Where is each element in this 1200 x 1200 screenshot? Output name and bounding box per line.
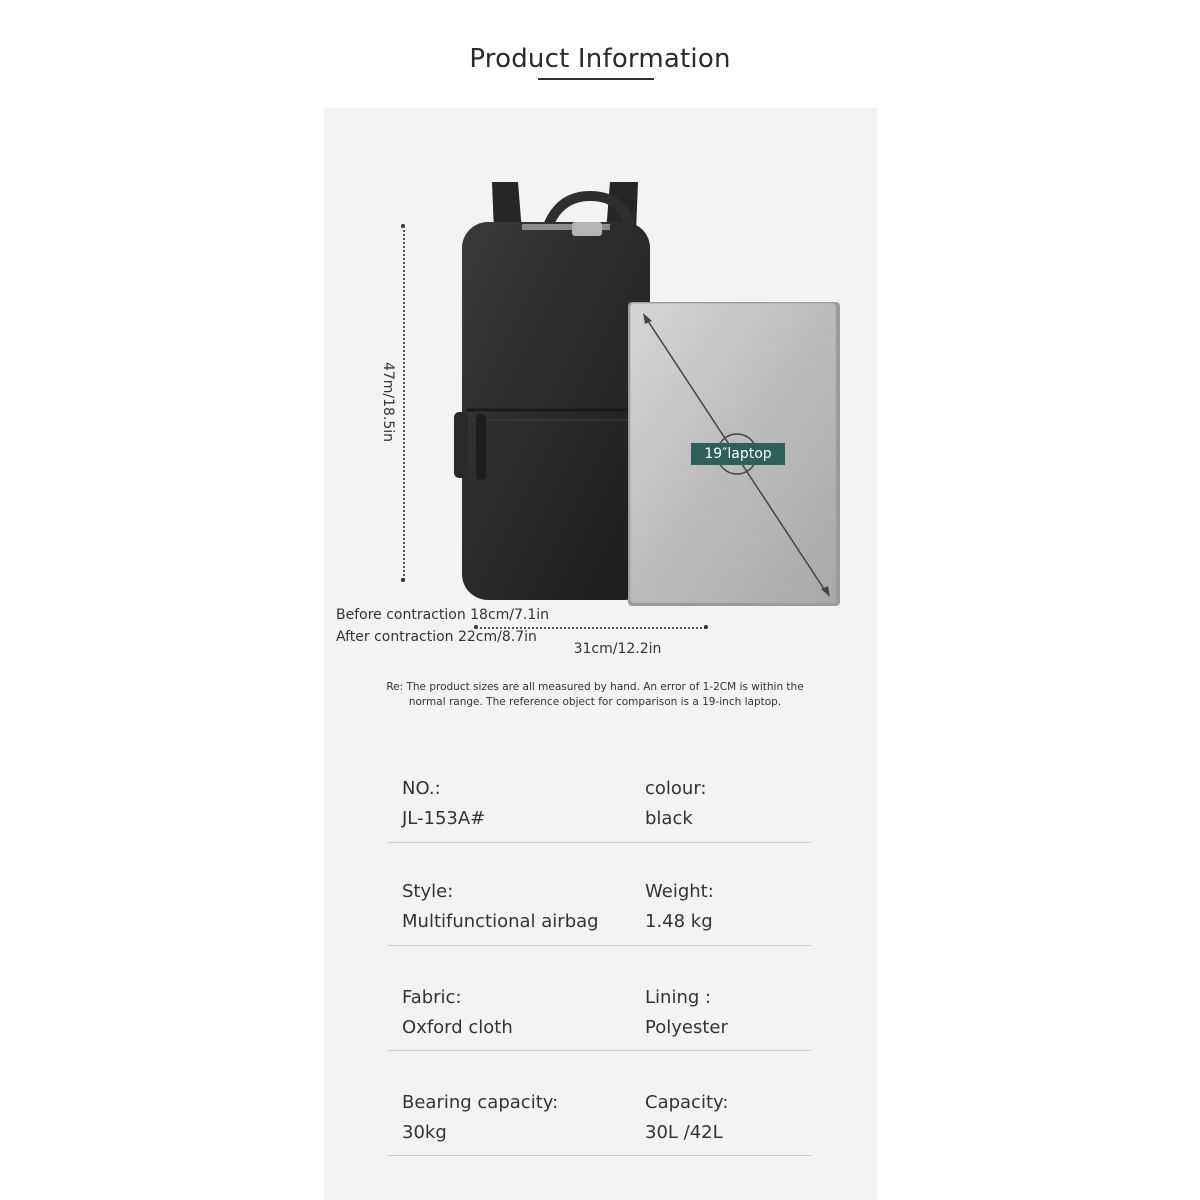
- height-dimension-line: [403, 226, 405, 580]
- spec-value-style: Multifunctional airbag: [402, 911, 599, 932]
- spec-divider: [388, 945, 811, 946]
- spec-value-no: JL-153A#: [402, 808, 486, 829]
- spec-label-weight: Weight:: [645, 881, 714, 902]
- width-right-marker: [704, 625, 708, 629]
- spec-label-no: NO.:: [402, 778, 441, 799]
- spec-value-lining: Polyester: [645, 1017, 728, 1038]
- spec-label-capacity: Capacity:: [645, 1092, 729, 1113]
- title-underline: [538, 78, 654, 80]
- spec-divider: [388, 1155, 811, 1156]
- after-contraction-label: After contraction 22cm/8.7in: [336, 629, 537, 645]
- width-label: 31cm/12.2in: [573, 641, 662, 657]
- spec-label-bearing-capacity: Bearing capacity:: [402, 1092, 559, 1113]
- page-title: Product Information: [469, 44, 731, 74]
- spec-value-fabric: Oxford cloth: [402, 1017, 513, 1038]
- note-line-2: normal range. The reference object for comparison is a 19-inch laptop.: [408, 696, 782, 708]
- note-line-1: Re: The product sizes are all measured by hand. An error of 1-2CM is within the: [386, 681, 804, 693]
- measurement-note: [360, 680, 830, 710]
- spec-value-capacity: 30L /42L: [645, 1122, 723, 1143]
- before-contraction-label: Before contraction 18cm/7.1in: [336, 607, 550, 623]
- spec-value-bearing-capacity: 30kg: [402, 1122, 447, 1143]
- spec-label-colour: colour:: [645, 778, 707, 799]
- spec-label-lining: Lining :: [645, 987, 712, 1008]
- height-bottom-marker: [401, 578, 405, 582]
- product-illustration: [440, 170, 850, 610]
- spec-label-style: Style:: [402, 881, 454, 902]
- height-label: 47m/18.5in: [380, 361, 396, 443]
- laptop-size-badge: 19″laptop: [691, 443, 785, 465]
- spec-value-weight: 1.48 kg: [645, 911, 713, 932]
- spec-label-fabric: Fabric:: [402, 987, 462, 1008]
- spec-value-colour: black: [645, 808, 693, 829]
- spec-divider: [388, 1050, 811, 1051]
- spec-divider: [388, 842, 811, 843]
